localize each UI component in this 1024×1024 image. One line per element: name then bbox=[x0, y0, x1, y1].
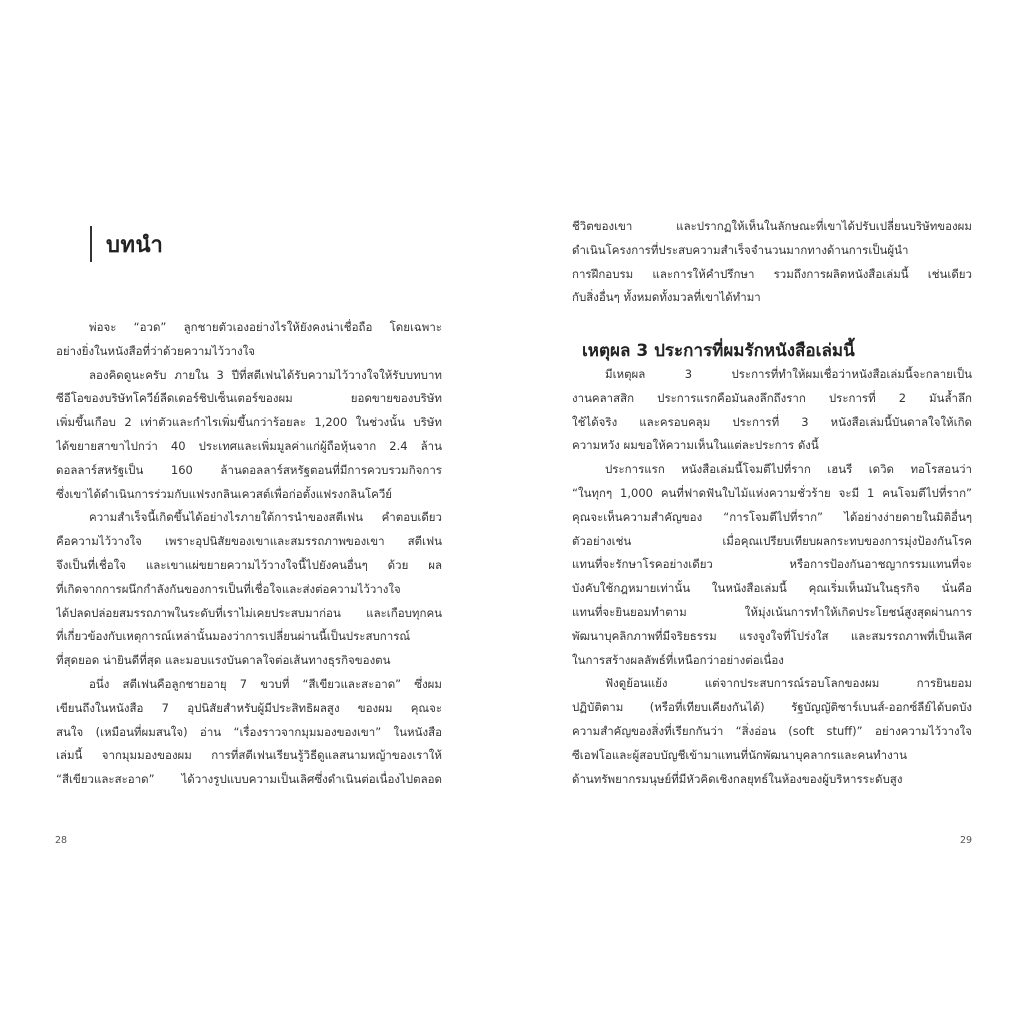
text-line: คือความไว้วางใจ เพราะอุปนิสัยของเขาและสมรรถภาพของเขา สตีเฟน bbox=[56, 534, 442, 549]
text-line: ความสำเร็จนี้เกิดขึ้นได้อย่างไรภายใต้การนำของสตีเฟน คำตอบเดียว bbox=[89, 510, 442, 525]
right-page bbox=[512, 0, 1024, 1024]
text-line: เพิ่มขึ้นเกือบ 2 เท่าตัวและกำไรเพิ่มขึ้นกว่าร้อยละ 1,200 ในช่วงนั้น บริษัท bbox=[56, 415, 442, 430]
text-line: “ในทุกๆ 1,000 คนที่ฟาดฟันใบไม้แห่งความชั่วร้าย จะมี 1 คนโจมตีไปที่ราก” bbox=[572, 485, 972, 500]
text-line: อนึ่ง สตีเฟนคือลูกชายอายุ 7 ขวบที่ “สีเขียวและสะอาด” ซึ่งผม bbox=[89, 676, 442, 691]
text-line: งานคลาสสิก ประการแรกคือมันลงลึกถึงราก ประการที่ 2 มันล้ำลึก bbox=[572, 390, 972, 405]
text-line: ในการสร้างผลลัพธ์ที่เหนือกว่าอย่างต่อเนื่อง bbox=[572, 652, 784, 667]
text-line: แทนที่จะรักษาโรคอย่างเดียว หรือการป้องกันอาชญากรรมแทนที่จะ bbox=[572, 557, 972, 572]
text-line: กับสิ่งอื่นๆ ทั้งหมดทั้งมวลที่เขาได้ทำมา bbox=[572, 290, 761, 305]
text-line: การฝึกอบรม และการให้คำปรึกษา รวมถึงการผลิตหนังสือเล่มนี้ เช่นเดียว bbox=[572, 266, 972, 281]
text-line: ซีอีโอของบริษัทโควีย์ลีดเดอร์ชิปเซ็นเตอร์ของผม ยอดขายของบริษัท bbox=[56, 391, 442, 406]
text-line: ตัวอย่างเช่น เมื่อคุณเปรียบเทียบผลกระทบของการมุ่งป้องกันโรค bbox=[572, 533, 972, 548]
text-line: มีเหตุผล 3 ประการที่ทำให้ผมเชื่อว่าหนังสือเล่มนี้จะกลายเป็น bbox=[605, 367, 972, 381]
text-line: ลองคิดดูนะครับ ภายใน 3 ปีที่สตีเฟนได้รับความไว้วางใจให้รับบทบาท bbox=[89, 367, 442, 382]
text-line: ใช้ได้จริง และครอบคลุม ประการที่ 3 หนังสือเล่มนี้บันดาลใจให้เกิด bbox=[572, 414, 972, 429]
left-page-body bbox=[56, 316, 442, 792]
text-line: เล่มนี้ จากมุมมองของผม การที่สตีเฟนเรียนรู้วิธีดูแลสนามหญ้าของเราให้ bbox=[56, 748, 442, 763]
text-line: ปฏิบัติตาม (หรือที่เทียบเคียงกันได้) รัฐบัญญัติซาร์เบนส์-ออกซ์ลีย์ได้บดบัง bbox=[572, 700, 972, 715]
text-line: ฟังดูย้อนแย้ง แต่จากประสบการณ์รอบโลกของผม การยินยอม bbox=[605, 676, 972, 691]
text-line: ด้านทรัพยากรมนุษย์ที่มีหัวคิดเชิงกลยุทธ์ในห้องของผู้บริหารระดับสูง bbox=[572, 771, 903, 786]
right-page-body bbox=[572, 363, 972, 791]
text-line: พัฒนาบุคลิกภาพที่มีจริยธรรม แรงจูงใจที่โปร่งใส และสมรรถภาพที่เป็นเลิศ bbox=[572, 628, 972, 643]
text-line: ดอลลาร์สหรัฐเป็น 160 ล้านดอลลาร์สหรัฐตอนที่มีการควบรวมกิจการ bbox=[56, 462, 442, 477]
text-line: บังคับใช้กฎหมายเท่านั้น ในหนังสือเล่มนี้ คุณเริ่มเห็นมันในธุรกิจ นั่นคือ bbox=[572, 581, 972, 596]
text-line: ชีวิตของเขา และปรากฏให้เห็นในลักษณะที่เขาได้ปรับเปลี่ยนบริษัทของผม bbox=[572, 219, 972, 233]
text-line: คุณจะเห็นความสำคัญของ “การโจมตีไปที่ราก” ได้อย่างง่ายดายในมิติอื่นๆ bbox=[572, 509, 972, 524]
section-heading: เหตุผล 3 ประการที่ผมรักหนังสือเล่มนี้ bbox=[582, 341, 855, 361]
text-line: แทนที่จะยินยอมทำตาม ให้มุ่งเน้นการทำให้เกิดประโยชน์สูงสุดผ่านการ bbox=[572, 604, 972, 619]
page-number-left: 28 bbox=[55, 835, 68, 846]
text-line: ความสำคัญของสิ่งที่เรียกกันว่า “สิ่งอ่อน (soft stuff)” อย่างความไว้วางใจ bbox=[572, 723, 972, 738]
text-line: ที่เกิดจากการผนึกกำลังกันของการเป็นที่เชื่อใจและส่งต่อความไว้วางใจ bbox=[56, 581, 401, 596]
text-line: ซึ่งเขาได้ดำเนินการร่วมกับแฟรงกลินเควสต์เพื่อก่อตั้งแฟรงกลินโควีย์ bbox=[56, 486, 393, 501]
text-line: ความหวัง ผมขอให้ความเห็นในแต่ละประการ ดังนี้ bbox=[572, 438, 819, 453]
text-line: จึงเป็นที่เชื่อใจ และเขาแผ่ขยายความไว้วางใจนี้ไปยังคนอื่นๆ ด้วย ผล bbox=[56, 557, 442, 572]
right-page-continuation bbox=[572, 215, 972, 310]
chapter-title: บทนำ bbox=[106, 232, 164, 258]
text-line: “สีเขียวและสะอาด” ได้วางรูปแบบความเป็นเลิศซึ่งดำเนินต่อเนื่องไปตลอด bbox=[56, 772, 442, 787]
text-line: ประการแรก หนังสือเล่มนี้โจมตีไปที่ราก เฮนรี เดวิด ทอโรสอนว่า bbox=[605, 462, 972, 477]
text-line: ได้ปลดปล่อยสมรรถภาพในระดับที่เราไม่เคยประสบมาก่อน และเกือบทุกคน bbox=[56, 605, 442, 620]
text-line: สนใจ (เหมือนที่ผมสนใจ) อ่าน “เรื่องราวจากมุมมองของเขา” ในหนังสือ bbox=[56, 724, 442, 739]
text-line: ได้ขยายสาขาไปกว่า 40 ประเทศและเพิ่มมูลค่าแก่ผู้ถือหุ้นจาก 2.4 ล้าน bbox=[56, 438, 442, 453]
text-line: ที่เกี่ยวข้องกับเหตุการณ์เหล่านั้นมองว่าการเปลี่ยนผ่านนี้เป็นประสบการณ์ bbox=[56, 629, 411, 644]
text-line: ดำเนินโครงการที่ประสบความสำเร็จจำนวนมากทางด้านการเป็นผู้นำ bbox=[572, 242, 909, 257]
text-line: เขียนถึงในหนังสือ 7 อุปนิสัยสำหรับผู้มีประสิทธิผลสูง ของผม คุณจะ bbox=[56, 700, 442, 715]
text-line: พ่อจะ “อวด” ลูกชายตัวเองอย่างไรให้ยังคงน่าเชื่อถือ โดยเฉพาะ bbox=[89, 320, 442, 334]
text-line: ซีเอฟโอและผู้สอบบัญชีเข้ามาแทนที่นักพัฒนาบุคลากรและคนทำงาน bbox=[572, 747, 908, 762]
text-line: อย่างยิ่งในหนังสือที่ว่าด้วยความไว้วางใจ bbox=[56, 343, 256, 358]
text-line: ที่สุดยอด น่ายินดีที่สุด และมอบแรงบันดาลใจต่อเส้นทางธุรกิจของตน bbox=[56, 653, 391, 668]
chapter-title-block bbox=[90, 226, 163, 262]
page-number-right: 29 bbox=[960, 835, 973, 846]
